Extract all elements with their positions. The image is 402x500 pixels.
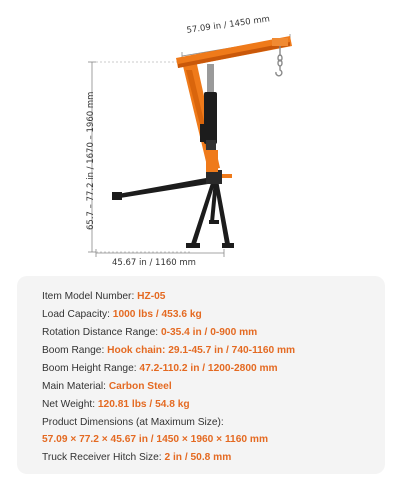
spec-row-hitch-size <box>42 451 231 465</box>
spec-row-material <box>42 380 172 394</box>
base-width-dimension: 45.67 in / 1160 mm <box>112 258 196 268</box>
spec-value: 120.81 lbs / 54.8 kg <box>97 399 190 410</box>
spec-row-net-weight <box>42 398 190 412</box>
spec-value: HZ-05 <box>137 291 166 302</box>
spec-label: Boom Height Range: <box>42 363 140 374</box>
spec-row-load-capacity <box>42 308 202 322</box>
boom-length-dimension: 57.09 in / 1450 mm <box>186 14 271 36</box>
spec-label: Main Material: <box>42 381 109 392</box>
spec-label: Boom Range: <box>42 345 108 356</box>
spec-value: 2 in / 50.8 mm <box>164 452 232 463</box>
spec-row-model <box>42 290 165 304</box>
specifications-panel <box>17 276 385 474</box>
spec-value: 1000 lbs / 453.6 kg <box>112 309 202 320</box>
spec-label: Rotation Distance Range: <box>42 327 161 338</box>
spec-label: Product Dimensions (at Maximum Size): <box>42 417 224 428</box>
spec-value: Carbon Steel <box>108 381 172 392</box>
chain-hook <box>276 46 282 76</box>
crane-boom <box>176 36 292 68</box>
spec-label: Item Model Number: <box>42 291 138 302</box>
spec-row-boom-range <box>42 344 295 358</box>
spec-label: Net Weight: <box>42 399 98 410</box>
crane-base <box>112 170 234 248</box>
spec-label: Truck Receiver Hitch Size: <box>42 452 165 463</box>
spec-row-boom-height <box>42 362 278 376</box>
spec-value: 0-35.4 in / 0-900 mm <box>160 327 258 338</box>
height-dimension: 65.7 – 77.2 in / 1670 – 1960 mm <box>86 91 96 230</box>
spec-value: 57.09 × 77.2 × 45.67 in / 1450 × 1960 × 1160 mm <box>42 434 269 445</box>
spec-label: Load Capacity: <box>42 309 113 320</box>
spec-value: 47.2-110.2 in / 1200-2800 mm <box>139 363 278 374</box>
spec-row-dimensions-label <box>42 416 224 430</box>
spec-value: Hook chain: 29.1-45.7 in / 740-1160 mm <box>107 345 296 356</box>
spec-row-dimensions-value <box>42 433 268 447</box>
spec-row-rotation-range <box>42 326 257 340</box>
